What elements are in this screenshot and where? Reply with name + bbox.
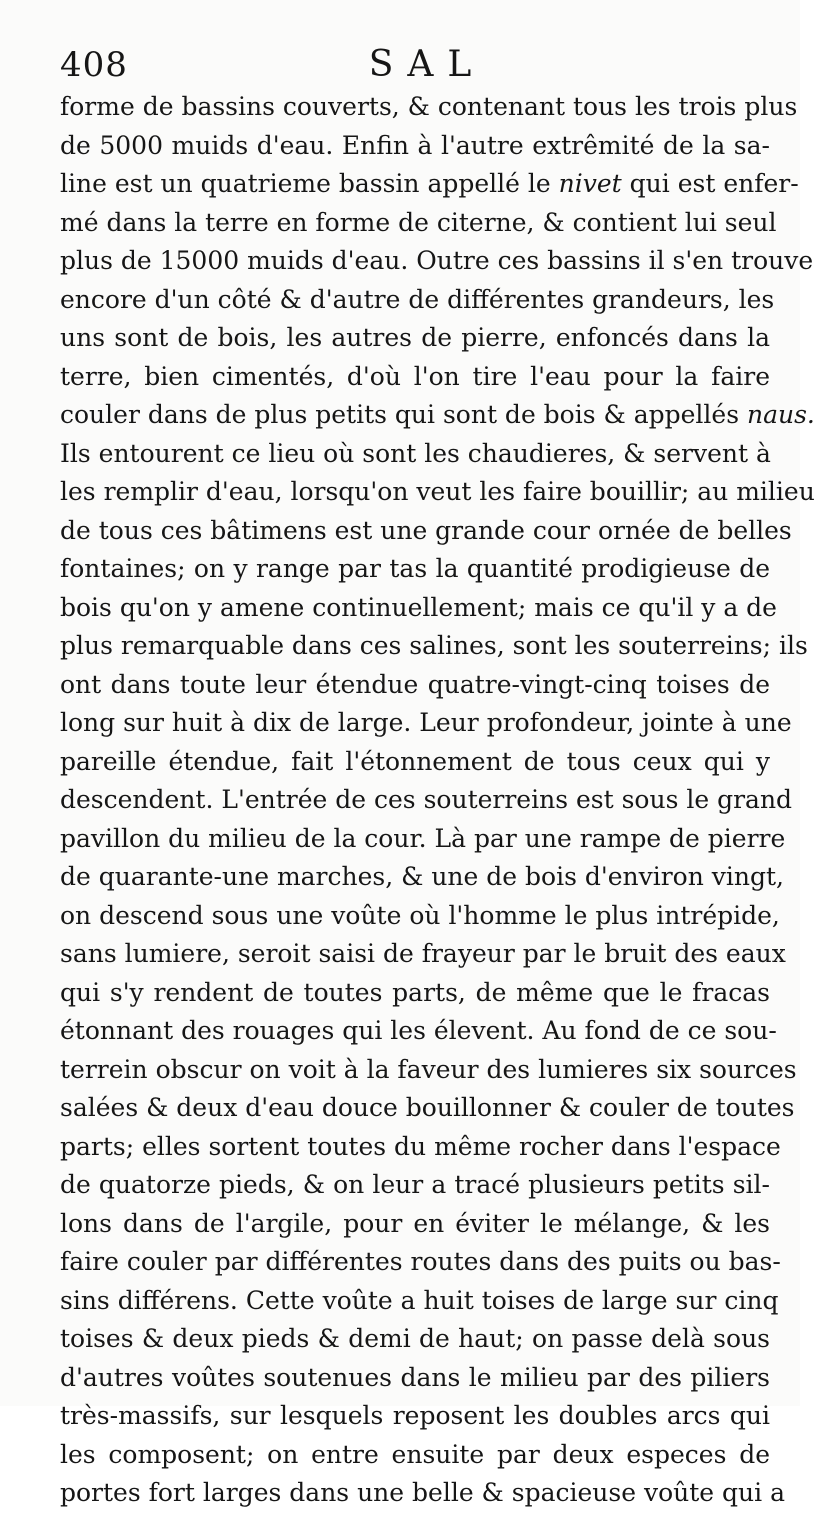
- page-header: [60, 40, 780, 90]
- text-line: sans lumiere, seroit saisi de frayeur par le bruit des eaux: [60, 939, 786, 968]
- text-line: descendent. L'entrée de ces souterreins est sous le grand: [60, 785, 793, 814]
- text-line: d'autres voûtes soutenues dans le milieu par des piliers: [60, 1362, 770, 1392]
- text-line: on descend sous une voûte où l'homme le plus intrépide,: [60, 900, 780, 930]
- italic-term-naus: naus.: [746, 400, 815, 429]
- text-line: salées & deux d'eau douce bouillonner & couler de toutes: [60, 1093, 795, 1122]
- text-line: lons dans de l'argile, pour en éviter le mélange, & les: [60, 1208, 770, 1238]
- text-line: toises & deux pieds & demi de haut; on passe delà sous: [60, 1324, 770, 1353]
- text-line: les remplir d'eau, lorsqu'on veut les faire bouillir; au milieu: [60, 477, 815, 506]
- page-number: 408: [60, 45, 128, 85]
- body-text: [60, 88, 815, 1513]
- text-line: pareille étendue, fait l'étonnement de tous ceux qui y: [60, 746, 770, 776]
- text-line: parts; elles sortent toutes du même rocher dans l'espace: [60, 1131, 781, 1161]
- running-head: SAL: [368, 44, 486, 85]
- text-line: portes fort larges dans une belle & spacieuse voûte qui a: [60, 1478, 785, 1507]
- text-line: pavillon du milieu de la cour. Là par une rampe de pierre: [60, 823, 786, 853]
- text-line: [60, 165, 799, 204]
- text-line: qui s'y rendent de toutes parts, de même que le fracas: [60, 977, 770, 1007]
- text-line: de tous ces bâtimens est une grande cour ornée de belles: [60, 515, 792, 545]
- text-line: forme de bassins couverts, & contenant tous les trois plus: [60, 92, 798, 121]
- text-line: [60, 396, 815, 435]
- text-segment: couler dans de plus petits qui sont de bois & appellés: [60, 400, 747, 429]
- text-segment: line est un quatrieme bassin appellé le: [60, 169, 559, 198]
- text-line: uns sont de bois, les autres de pierre, enfoncés dans la: [60, 323, 770, 352]
- text-line: Ils entourent ce lieu où sont les chaudieres, & servent à: [60, 438, 771, 468]
- text-line: très-massifs, sur lesquels reposent les doubles arcs qui: [60, 1401, 770, 1430]
- text-line: étonnant des rouages qui les élevent. Au fond de ce sou-: [60, 1016, 777, 1045]
- text-line: de quatorze pieds, & on leur a tracé plusieurs petits sil-: [60, 1170, 770, 1199]
- text-line: plus remarquable dans ces salines, sont les souterreins; ils: [60, 631, 808, 660]
- text-line: plus de 15000 muids d'eau. Outre ces bassins il s'en trouve: [60, 246, 814, 275]
- text-line: les composent; on entre ensuite par deux especes de: [60, 1439, 770, 1469]
- text-line: sins différens. Cette voûte a huit toises de large sur cinq: [60, 1285, 779, 1315]
- text-line: terrein obscur on voit à la faveur des lumieres six sources: [60, 1054, 797, 1084]
- text-line: ont dans toute leur étendue quatre-vingt-cinq toises de: [60, 669, 770, 699]
- text-segment: qui est enfer-: [621, 169, 799, 198]
- text-line: terre, bien cimentés, d'où l'on tire l'eau pour la faire: [60, 361, 770, 391]
- italic-term-nivet: nivet: [558, 169, 622, 198]
- text-line: fontaines; on y range par tas la quantité prodigieuse de: [60, 554, 770, 583]
- text-line: faire couler par différentes routes dans des puits ou bas-: [60, 1247, 781, 1276]
- text-line: long sur huit à dix de large. Leur profondeur, jointe à une: [60, 708, 792, 737]
- text-line: mé dans la terre en forme de citerne, & contient lui seul: [60, 207, 777, 237]
- text-line: encore d'un côté & d'autre de différentes grandeurs, les: [60, 284, 775, 314]
- text-line: de quarante-une marches, & une de bois d'environ vingt,: [60, 862, 784, 891]
- text-line: de 5000 muids d'eau. Enfin à l'autre extrêmité de la sa-: [60, 130, 770, 160]
- text-line: bois qu'on y amene continuellement; mais ce qu'il y a de: [60, 592, 777, 622]
